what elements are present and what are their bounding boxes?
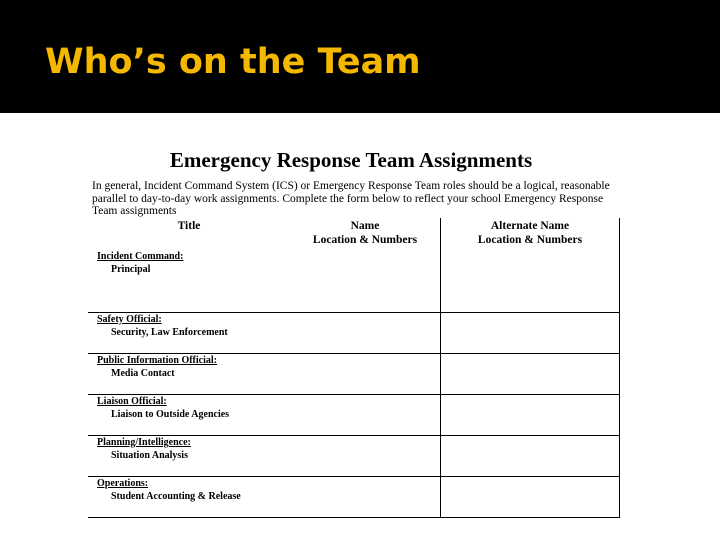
alternate-name-cell bbox=[441, 436, 620, 477]
table-header-row bbox=[88, 218, 620, 248]
column-header-alternate bbox=[441, 218, 620, 248]
table-row bbox=[88, 313, 620, 354]
column-header-name bbox=[290, 218, 441, 248]
role-description: Situation Analysis bbox=[111, 450, 188, 461]
column-name-line2: Location & Numbers bbox=[312, 234, 418, 246]
role-description: Student Accounting & Release bbox=[111, 491, 241, 502]
role-title: Safety Official: bbox=[97, 314, 162, 325]
role-description: Liaison to Outside Agencies bbox=[111, 409, 230, 420]
column-title-label: Title bbox=[177, 220, 201, 232]
name-cell bbox=[290, 248, 441, 313]
slide-header bbox=[0, 0, 720, 113]
table-row bbox=[88, 477, 620, 518]
role-title: Liaison Official: bbox=[97, 396, 167, 407]
table-row bbox=[88, 436, 620, 477]
document-title: Emergency Response Team Assignments bbox=[169, 148, 533, 172]
column-alt-line2: Location & Numbers bbox=[477, 234, 583, 246]
role-description: Principal bbox=[111, 264, 151, 275]
table-row bbox=[88, 248, 620, 313]
role-description: Media Contact bbox=[111, 368, 175, 379]
name-cell bbox=[290, 395, 441, 436]
role-cell bbox=[88, 477, 290, 518]
alternate-name-cell bbox=[441, 354, 620, 395]
name-cell bbox=[290, 436, 441, 477]
role-title: Planning/Intelligence: bbox=[97, 437, 191, 448]
document-intro: In general, Incident Command System (ICS) or Emergency Response Team roles should be a logical, reasonable parallel to day-to-day work assignments. Complete the form below to reflect your school Emergency Response Team assignments bbox=[92, 180, 610, 217]
table-row bbox=[88, 395, 620, 436]
name-cell bbox=[290, 477, 441, 518]
name-cell bbox=[290, 354, 441, 395]
table-row bbox=[88, 354, 620, 395]
role-cell bbox=[88, 395, 290, 436]
role-title: Public Information Official: bbox=[97, 355, 217, 366]
column-alt-line1: Alternate Name bbox=[490, 220, 570, 232]
alternate-name-cell bbox=[441, 248, 620, 313]
column-header-title bbox=[88, 218, 290, 248]
document-image bbox=[88, 146, 614, 518]
role-title: Operations: bbox=[97, 478, 149, 489]
alternate-name-cell bbox=[441, 313, 620, 354]
role-description: Security, Law Enforcement bbox=[111, 327, 228, 338]
assignments-table bbox=[88, 218, 620, 518]
role-title: Incident Command: bbox=[97, 251, 184, 262]
alternate-name-cell bbox=[441, 477, 620, 518]
alternate-name-cell bbox=[441, 395, 620, 436]
column-name-line1: Name bbox=[350, 220, 380, 232]
role-cell bbox=[88, 436, 290, 477]
name-cell bbox=[290, 313, 441, 354]
slide-title: Who’s on the Team bbox=[45, 42, 421, 82]
role-cell bbox=[88, 354, 290, 395]
role-cell bbox=[88, 248, 290, 313]
role-cell bbox=[88, 313, 290, 354]
